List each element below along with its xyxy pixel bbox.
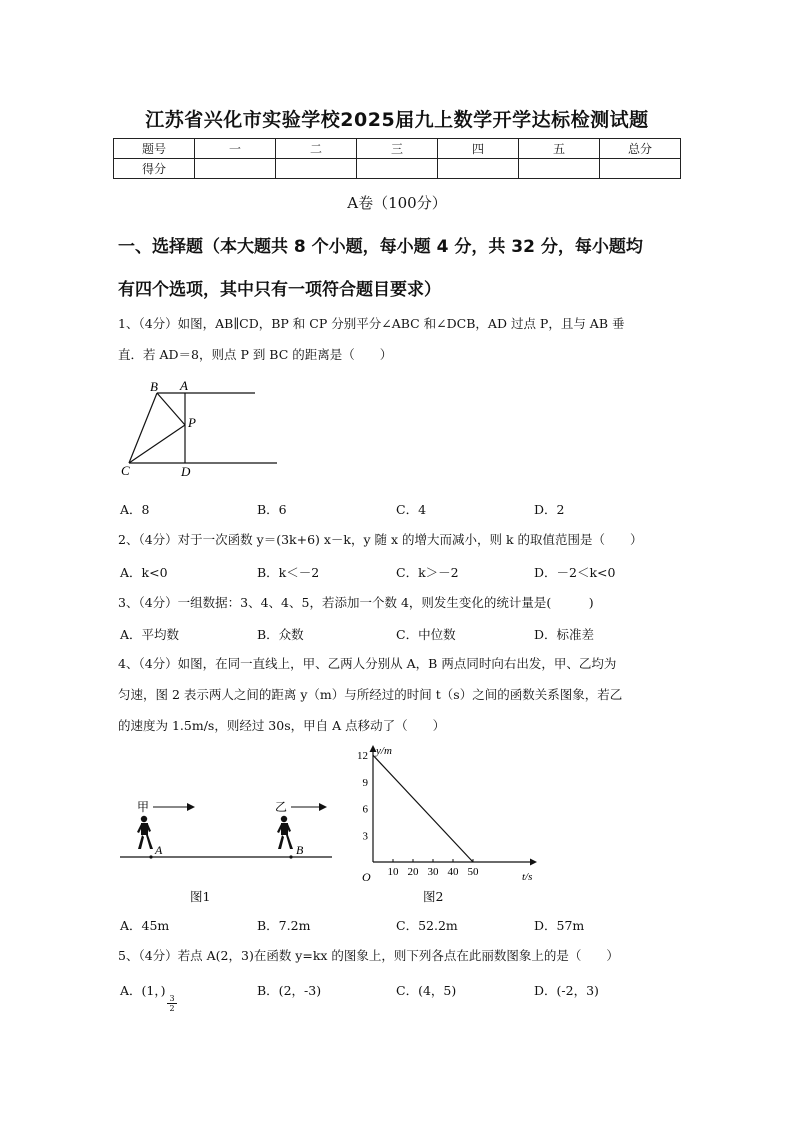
q1-line1: 1、（4分）如图，AB∥CD，BP 和 CP 分别平分∠ABC 和∠DCB，AD 过点 P，且与 AB 垂: [118, 316, 625, 331]
q2-text: [118, 524, 683, 555]
label-b: B: [150, 379, 158, 394]
q2-option-b[interactable]: B．k＜－2: [257, 565, 320, 580]
q5-line1: 5、（4分）若点 A(2，3)在函数 y=kx 的图象上，则下列各点在此丽数图象上的是（ ）: [118, 948, 619, 963]
q4-line1: 4、（4分）如图，在同一直线上，甲、乙两人分别从 A，B 两点同时向右出发，甲、乙均为: [118, 656, 617, 671]
label-jia: 甲: [137, 800, 150, 814]
q1-line2: 直．若 AD＝8，则点 P 到 BC 的距离是（ ）: [118, 347, 393, 362]
y-tick-label: 12: [357, 750, 368, 763]
y-tick-label: 3: [362, 830, 368, 843]
q3-option-c[interactable]: C．中位数: [396, 627, 456, 642]
q3-option-a[interactable]: A．平均数: [120, 627, 180, 642]
q4-option-a[interactable]: A．45m: [120, 918, 170, 933]
score-header-cell: 总分: [600, 139, 681, 159]
q4-figure2-chart: [345, 742, 545, 884]
q1-geometry-figure: [115, 375, 290, 480]
q3-option-d[interactable]: D．标准差: [534, 627, 595, 642]
section-heading-line2: 有四个选项，其中只有一项符合题目要求）: [118, 280, 441, 300]
score-cell: [519, 159, 600, 179]
q4-line3: 的速度为 1.5m/s，则经过 30s，甲自 A 点移动了（ ）: [118, 718, 446, 733]
q4-figure1: [115, 795, 340, 865]
label-point-a: A: [155, 843, 163, 857]
label-p: P: [188, 415, 196, 430]
q5-option-d[interactable]: D．(-2，3): [534, 983, 599, 998]
q1-option-c[interactable]: C．4: [396, 502, 427, 517]
score-table: [113, 138, 681, 179]
segment-bc: [129, 393, 157, 463]
score-header-cell: 一: [195, 139, 276, 159]
q2-options: [118, 563, 688, 583]
segment-cp: [129, 425, 185, 463]
q5-option-c[interactable]: C．(4，5): [396, 983, 457, 998]
q1-option-d[interactable]: D．2: [534, 502, 565, 517]
q2-line1: 2、（4分）对于一次函数 y＝(3k+6) x－k，y 随 x 的增大而减小，则 k 的取值范围是（ ）: [118, 532, 643, 547]
q4-option-c[interactable]: C．52.2m: [396, 918, 458, 933]
q5-option-a[interactable]: [120, 981, 166, 999]
q1-option-b[interactable]: B．6: [257, 502, 287, 517]
fraction-denominator: 2: [169, 1004, 175, 1013]
x-axis-arrow-icon: [530, 859, 537, 866]
q4-option-d[interactable]: D．57m: [534, 918, 585, 933]
q5-option-b[interactable]: B．(2，-3): [257, 983, 322, 998]
y-axis-label: y/m: [376, 745, 392, 757]
score-header-cell: 三: [357, 139, 438, 159]
section-heading-line1: 一、选择题（本大题共 8 个小题，每小题 4 分，共 32 分，每小题均: [118, 237, 643, 257]
label-yi: 乙: [275, 800, 288, 814]
figure1-caption: 图1: [190, 889, 211, 904]
q4-option-b[interactable]: B．7.2m: [257, 918, 311, 933]
score-cell: [276, 159, 357, 179]
fraction-numerator: 3: [167, 994, 177, 1004]
q4-options: [118, 916, 688, 936]
q3-options: [118, 625, 688, 645]
q1-text: [118, 308, 683, 370]
q5-options: [118, 981, 688, 1001]
x-tick-label: 10: [387, 866, 399, 878]
section-a-title: A卷（100分）: [347, 194, 447, 212]
series-line: [373, 755, 473, 862]
walker-icon: [277, 816, 293, 849]
q1-option-a[interactable]: A．8: [120, 502, 150, 517]
page-title: 江苏省兴化市实验学校2025届九上数学开学达标检测试题: [145, 109, 649, 131]
score-cell: [600, 159, 681, 179]
q2-option-a[interactable]: A．k<0: [120, 565, 168, 580]
label-c: C: [121, 463, 130, 478]
q4-line2: 匀速，图 2 表示两人之间的距离 y（m）与所经过的时间 t（s）之间的函数关系图象，若乙: [118, 687, 623, 702]
origin-label: O: [362, 870, 371, 884]
segment-bp: [157, 393, 185, 425]
arrow-right-icon: [187, 803, 195, 811]
figure2-caption: 图2: [423, 889, 444, 904]
y-tick-label: 6: [362, 803, 368, 816]
score-cell: [357, 159, 438, 179]
q5-option-a-fraction: [167, 994, 177, 1013]
q2-option-d[interactable]: D．－2＜k<0: [534, 565, 616, 580]
x-tick-label: 50: [467, 866, 479, 878]
q2-option-c[interactable]: C．k＞－2: [396, 565, 459, 580]
score-table-row: [114, 159, 681, 179]
arrow-right-icon: [319, 803, 327, 811]
q3-line1: 3、（4分）一组数据：3、4、4、5，若添加一个数 4，则发生变化的统计量是( ): [118, 595, 594, 610]
q3-option-b[interactable]: B．众数: [257, 627, 304, 642]
q3-text: [118, 587, 683, 618]
score-header-cell: 二: [276, 139, 357, 159]
q5-option-a-close: ): [160, 983, 166, 998]
q1-options: [118, 500, 688, 520]
score-header-cell: 题号: [114, 139, 195, 159]
x-axis-label: t/s: [522, 871, 533, 883]
score-header-cell: 四: [438, 139, 519, 159]
q4-text: [118, 648, 683, 741]
q5-option-a-text: A．(1，: [120, 983, 161, 998]
y-tick-label: 9: [362, 776, 368, 789]
score-row-label: 得分: [114, 159, 195, 179]
score-header-cell: 五: [519, 139, 600, 159]
label-a: A: [180, 378, 188, 393]
score-cell: [438, 159, 519, 179]
x-tick-label: 20: [407, 866, 419, 878]
label-point-b: B: [296, 843, 304, 857]
x-tick-label: 30: [427, 866, 439, 878]
x-tick-label: 40: [447, 866, 459, 878]
score-cell: [195, 159, 276, 179]
q5-text: [118, 940, 683, 971]
score-table-header-row: [114, 139, 681, 159]
walker-icon: [137, 816, 153, 849]
label-d: D: [181, 464, 191, 479]
